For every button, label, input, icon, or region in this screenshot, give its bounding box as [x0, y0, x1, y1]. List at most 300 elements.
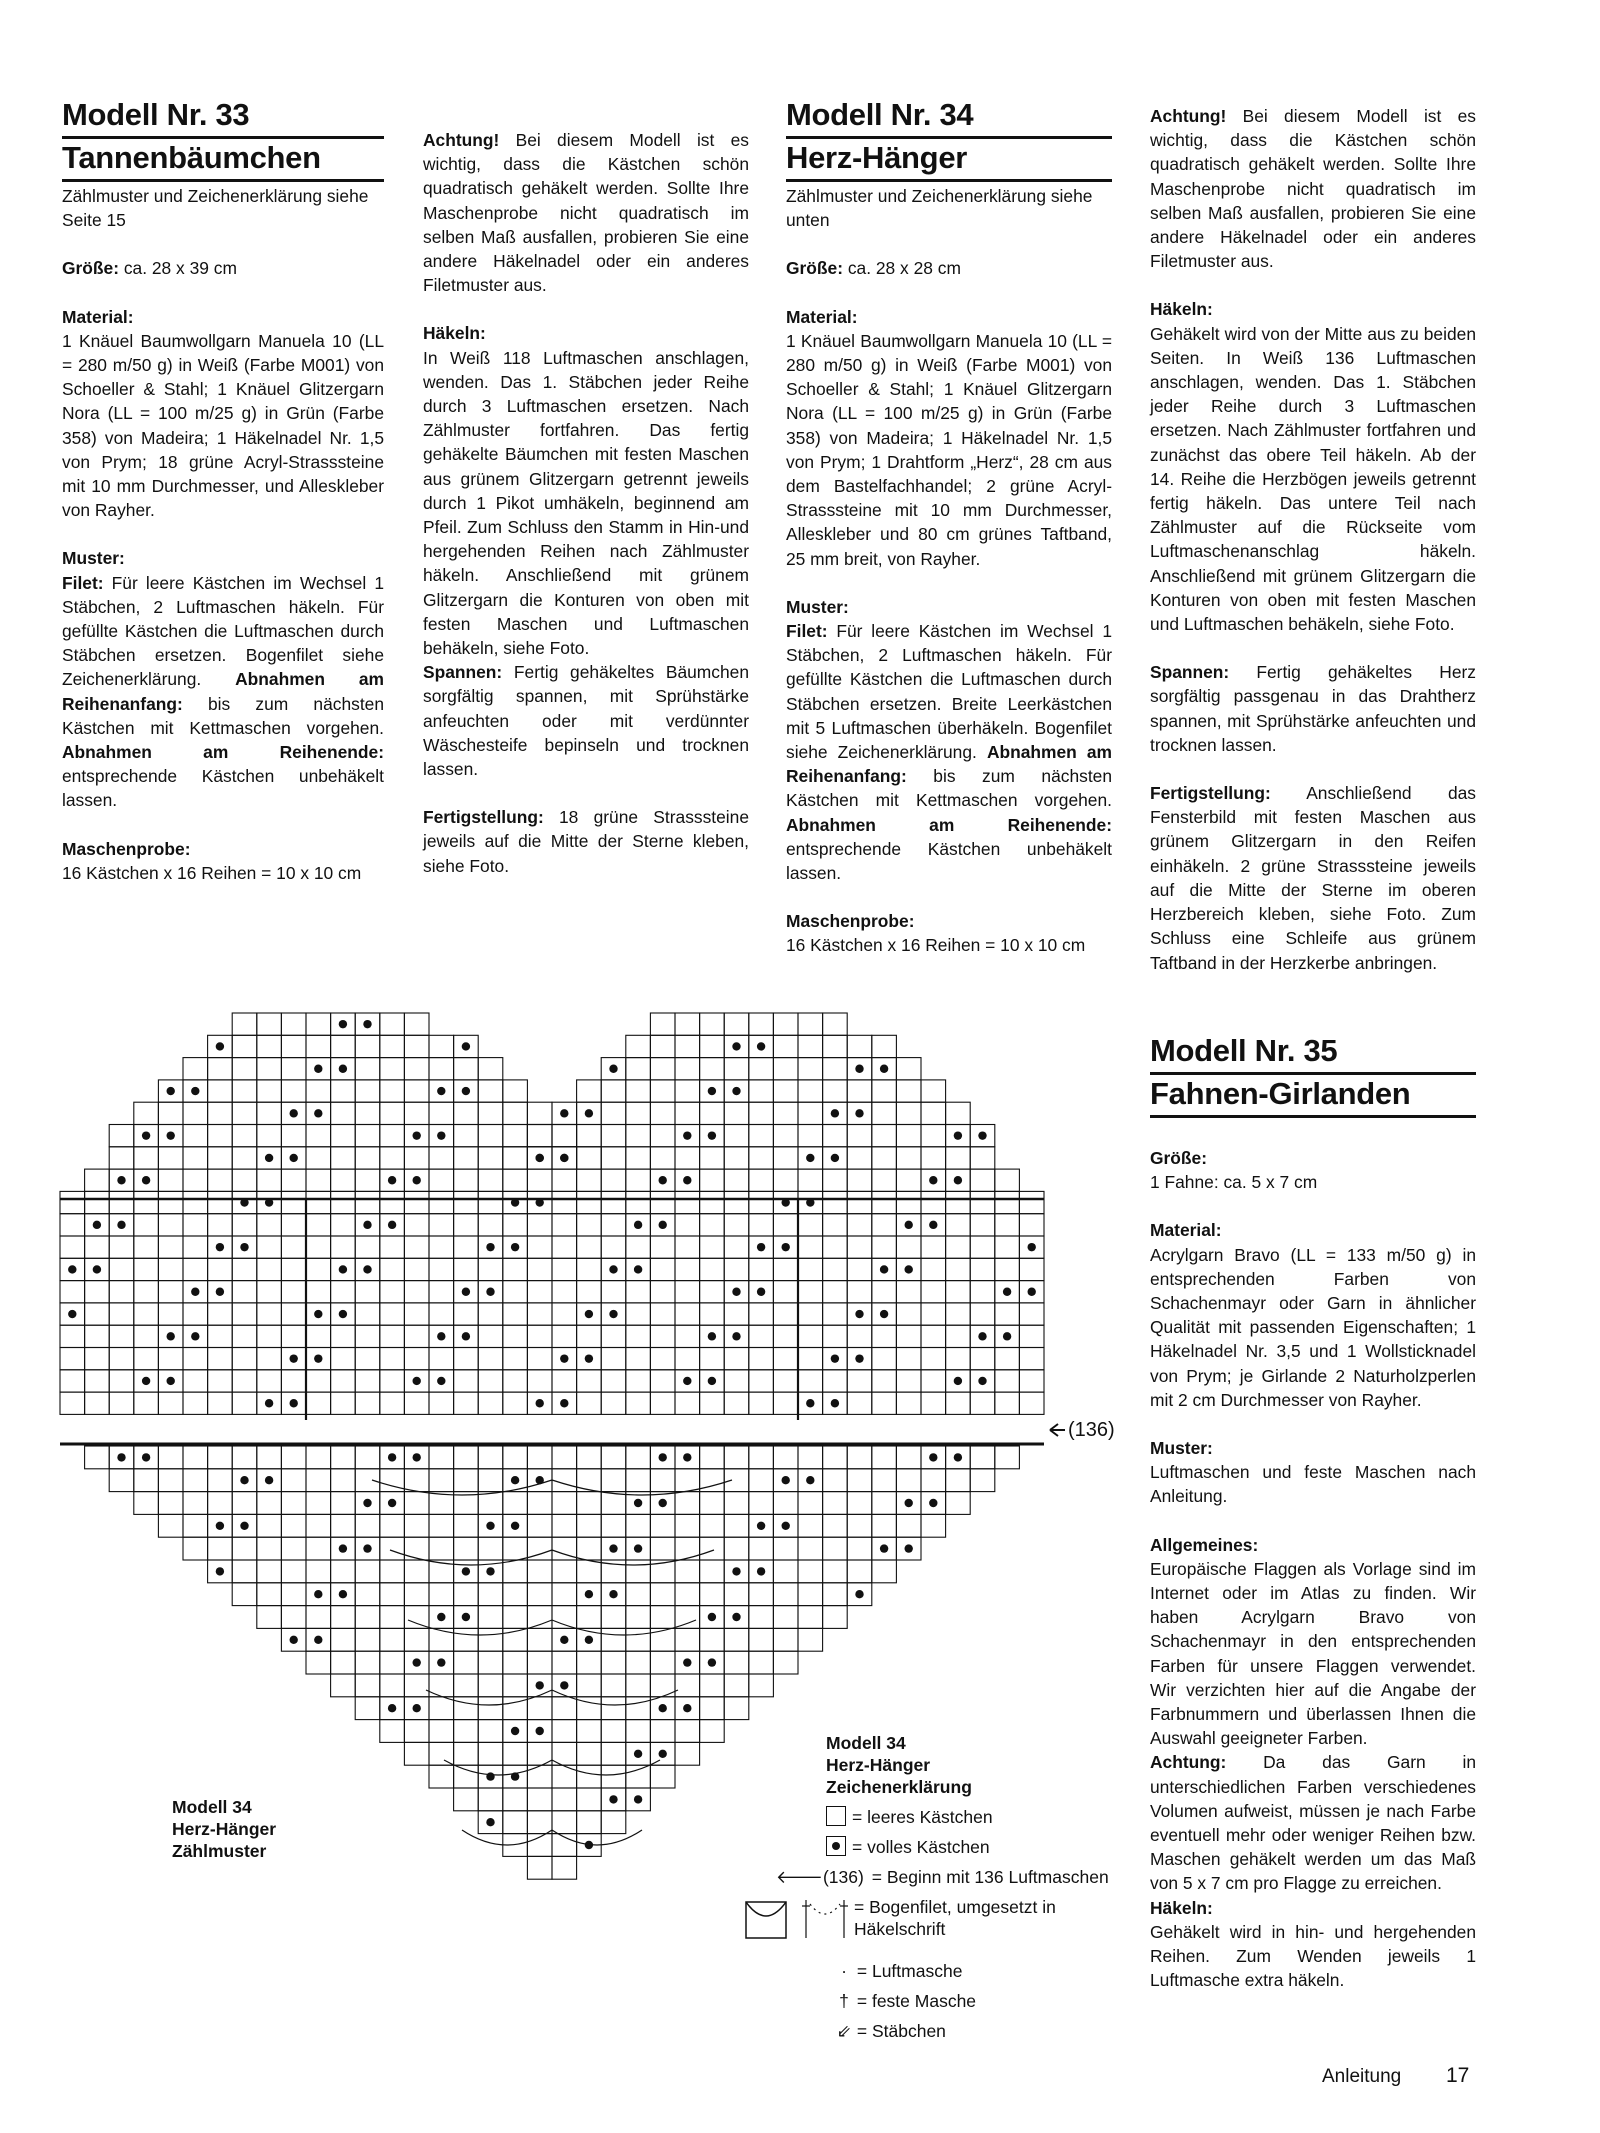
grid-cell	[355, 1058, 380, 1080]
model-33-maschenprobe: Maschenprobe: 16 Kästchen x 16 Reihen = 10 x 10 cm	[62, 838, 362, 883]
grid-cell	[724, 1303, 749, 1325]
filled-dot	[782, 1476, 790, 1484]
model-33-fertigstellung: Fertigstellung: 18 grüne Strasssteine jeweils auf die Mitte der Sterne kleben, siehe Foto.	[423, 807, 749, 876]
grid-cell	[823, 1035, 848, 1057]
grid-cell	[281, 1236, 306, 1258]
grid-cell	[257, 1370, 282, 1392]
grid-cell	[306, 1035, 331, 1057]
grid-cell	[700, 1102, 725, 1124]
grid-cell	[527, 1811, 552, 1834]
grid-cell	[355, 1236, 380, 1258]
grid-cell	[429, 1191, 454, 1213]
filled-dot	[388, 1221, 396, 1229]
grid-cell	[306, 1125, 331, 1147]
grid-cell	[577, 1788, 602, 1811]
filled-dot	[363, 1265, 371, 1273]
model-34-fertigstellung: Fertigstellung: Anschließend das Fensterbild mit festen Maschen aus grünem Glitzergarn in den Reifen einhäkeln. 2 grüne Strasssteine jeweils auf die Mitte der Sterne im oberen Herzbereich kleben, siehe Foto. Zum Schluss eine Schleife aus grünem Taftband in der Herzkerbe anbringen.	[1150, 783, 1476, 973]
grid-cell	[1019, 1303, 1044, 1325]
grid-cell	[355, 1392, 380, 1414]
grid-cell	[552, 1325, 577, 1347]
grid-cell	[404, 1035, 429, 1057]
grid-cell	[208, 1080, 233, 1102]
single-crochet-icon: †	[839, 1991, 849, 2011]
grid-cell	[306, 1392, 331, 1414]
grid-cell	[552, 1651, 577, 1674]
filled-dot	[339, 1590, 347, 1598]
grid-cell	[872, 1125, 897, 1147]
filled-dot	[609, 1590, 617, 1598]
grid-cell	[85, 1281, 110, 1303]
grid-cell	[478, 1628, 503, 1651]
filled-dot	[240, 1522, 248, 1530]
grid-cell	[700, 1169, 725, 1191]
filled-dot	[585, 1636, 593, 1644]
grid-cell	[847, 1147, 872, 1169]
filled-dot	[708, 1087, 716, 1095]
grid-cell	[478, 1697, 503, 1720]
grid-cell	[946, 1147, 971, 1169]
grid-cell	[675, 1560, 700, 1583]
grid-cell	[921, 1370, 946, 1392]
grid-cell	[823, 1258, 848, 1280]
grid-cell	[773, 1102, 798, 1124]
filled-dot	[732, 1288, 740, 1296]
grid-cell	[970, 1258, 995, 1280]
grid-cell	[454, 1102, 479, 1124]
grid-cell	[503, 1147, 528, 1169]
grid-cell	[601, 1236, 626, 1258]
grid-cell	[85, 1191, 110, 1213]
grid-cell	[552, 1258, 577, 1280]
grid-cell	[675, 1214, 700, 1236]
arch-filet	[552, 1620, 696, 1635]
grid-cell	[700, 1674, 725, 1697]
grid-cell	[773, 1080, 798, 1102]
filled-dot	[732, 1567, 740, 1575]
grid-cell	[478, 1788, 503, 1811]
filled-dot	[732, 1042, 740, 1050]
grid-cell	[626, 1080, 651, 1102]
filled-dot	[905, 1544, 913, 1552]
grid-cell	[257, 1102, 282, 1124]
grid-cell	[552, 1856, 577, 1879]
grid-cell	[355, 1697, 380, 1720]
grid-cell	[700, 1013, 725, 1035]
grid-cell	[134, 1147, 159, 1169]
grid-cell	[429, 1742, 454, 1765]
grid-cell	[847, 1537, 872, 1560]
grid-cell	[183, 1102, 208, 1124]
grid-cell	[872, 1348, 897, 1370]
grid-cell	[626, 1058, 651, 1080]
filled-dot	[634, 1544, 642, 1552]
grid-cell	[404, 1392, 429, 1414]
grid-cell	[700, 1583, 725, 1606]
grid-cell	[724, 1191, 749, 1213]
grid-cell	[601, 1125, 626, 1147]
grid-cell	[281, 1058, 306, 1080]
filled-dot	[708, 1332, 716, 1340]
grid-cell	[921, 1236, 946, 1258]
grid-cell	[503, 1606, 528, 1629]
model-35-achtung: Achtung: Da das Garn in unterschiedlichen Farben verschiedenes Volumen aufweist, müssen je nach Farbe eventuell mehr oder weniger Reihen bzw. Maschen gehäkelt werden um das Maß von 5 x 7 cm pro Flagge zu erreichen.	[1150, 1752, 1476, 1894]
grid-cell	[281, 1303, 306, 1325]
grid-cell	[158, 1392, 183, 1414]
grid-cell	[675, 1492, 700, 1515]
grid-cell	[626, 1606, 651, 1629]
grid-cell	[995, 1169, 1020, 1191]
filled-dot	[314, 1109, 322, 1117]
filled-dot	[486, 1243, 494, 1251]
filled-dot	[486, 1772, 494, 1780]
grid-cell	[577, 1281, 602, 1303]
grid-cell	[872, 1325, 897, 1347]
grid-cell	[626, 1325, 651, 1347]
grid-cell	[601, 1469, 626, 1492]
grid-cell	[577, 1537, 602, 1560]
grid-cell	[60, 1392, 85, 1414]
filled-dot	[437, 1377, 445, 1385]
legend-start: 🡐(136) = Beginn mit 136 Luftmaschen	[776, 1867, 1109, 1887]
grid-cell	[527, 1446, 552, 1469]
grid-cell	[995, 1348, 1020, 1370]
grid-cell	[158, 1169, 183, 1191]
grid-cell	[281, 1583, 306, 1606]
grid-cell	[109, 1469, 134, 1492]
grid-cell	[896, 1125, 921, 1147]
grid-cell	[478, 1169, 503, 1191]
grid-cell	[995, 1446, 1020, 1469]
grid-cell	[773, 1583, 798, 1606]
grid-cell	[454, 1469, 479, 1492]
filled-dot	[732, 1613, 740, 1621]
filled-dot	[240, 1476, 248, 1484]
grid-cell	[454, 1191, 479, 1213]
filled-dot	[388, 1453, 396, 1461]
grid-cell	[85, 1169, 110, 1191]
grid-cell	[503, 1492, 528, 1515]
grid-cell	[970, 1169, 995, 1191]
grid-cell	[823, 1583, 848, 1606]
grid-cell	[527, 1560, 552, 1583]
grid-cell	[281, 1013, 306, 1035]
grid-cell	[921, 1348, 946, 1370]
filled-dot	[954, 1453, 962, 1461]
grid-cell	[675, 1102, 700, 1124]
grid-cell	[503, 1281, 528, 1303]
grid-cell	[798, 1236, 823, 1258]
filled-dot	[634, 1750, 642, 1758]
grid-cell	[281, 1514, 306, 1537]
model-33-number: Modell Nr. 33	[62, 96, 384, 139]
model-33-intro: Zählmuster und Zeichenerklärung siehe Seite 15	[62, 186, 369, 231]
grid-cell	[208, 1303, 233, 1325]
grid-cell	[109, 1281, 134, 1303]
grid-cell	[503, 1125, 528, 1147]
filled-dot	[191, 1332, 199, 1340]
grid-cell	[577, 1674, 602, 1697]
filled-dot	[659, 1176, 667, 1184]
grid-cell	[306, 1281, 331, 1303]
grid-cell	[208, 1191, 233, 1213]
grid-cell	[331, 1125, 356, 1147]
grid-cell	[577, 1169, 602, 1191]
grid-cell	[183, 1537, 208, 1560]
grid-cell	[847, 1469, 872, 1492]
grid-cell	[823, 1492, 848, 1515]
grid-cell	[921, 1325, 946, 1347]
filled-dot	[363, 1499, 371, 1507]
grid-cell	[208, 1325, 233, 1347]
filled-dot	[240, 1243, 248, 1251]
filled-dot	[609, 1265, 617, 1273]
grid-cell	[527, 1370, 552, 1392]
filled-dot	[511, 1522, 519, 1530]
grid-cell	[577, 1765, 602, 1788]
grid-cell	[109, 1303, 134, 1325]
grid-cell	[281, 1446, 306, 1469]
filled-dot	[314, 1310, 322, 1318]
grid-cell	[454, 1392, 479, 1414]
grid-cell	[650, 1080, 675, 1102]
grid-cell	[404, 1469, 429, 1492]
grid-cell	[527, 1303, 552, 1325]
grid-cell	[183, 1514, 208, 1537]
grid-cell	[257, 1258, 282, 1280]
grid-cell	[847, 1125, 872, 1147]
grid-cell	[85, 1392, 110, 1414]
grid-cell	[380, 1035, 405, 1057]
filled-dot	[1003, 1332, 1011, 1340]
grid-cell	[257, 1125, 282, 1147]
grid-cell	[478, 1537, 503, 1560]
grid-cell	[798, 1080, 823, 1102]
grid-cell	[847, 1370, 872, 1392]
grid-cell	[503, 1214, 528, 1236]
grid-cell	[454, 1147, 479, 1169]
grid-cell	[946, 1303, 971, 1325]
model-35-number: Modell Nr. 35	[1150, 1032, 1476, 1075]
grid-cell	[208, 1258, 233, 1280]
grid-cell	[823, 1370, 848, 1392]
grid-cell	[798, 1058, 823, 1080]
grid-cell	[749, 1325, 774, 1347]
model-34-haekeln: Häkeln: Gehäkelt wird von der Mitte aus zu beiden Seiten. In Weiß 136 Luftmaschen anschlagen, wenden. Das 1. Stäbchen jeder Reihe durch 3 Luftmaschen ersetzen. Nach Zählmuster fortfahren und zunächst das obere Teil häkeln. Ab der 14. Reihe die Herzbögen jeweils getrennt fertig häkeln. Das untere Teil nach Zählmuster auf die Rückseite vom Luftmaschenanschlag häkeln. Anschließend mit grünem Glitzergarn die Konturen von oben mit festen Maschen und Luftmaschen behäkeln, siehe Foto.	[1150, 299, 1476, 635]
filled-dot	[93, 1265, 101, 1273]
grid-cell	[601, 1325, 626, 1347]
grid-cell	[896, 1469, 921, 1492]
filled-dot	[462, 1613, 470, 1621]
filled-dot	[437, 1613, 445, 1621]
grid-cell	[626, 1765, 651, 1788]
grid-cell	[798, 1035, 823, 1057]
grid-cell	[527, 1492, 552, 1515]
grid-cell	[798, 1537, 823, 1560]
filled-dot	[167, 1087, 175, 1095]
grid-cell	[823, 1560, 848, 1583]
model-33-achtung: Achtung! Bei diesem Modell ist es wichtig, dass die Kästchen schön quadratisch gehäkelt werden. Sollte Ihre Maschenprobe nicht quadratisch im selben Maß ausfallen, probieren Sie eine andere Häkelnadel oder ein anderes Filetmuster aus.	[423, 130, 749, 296]
grid-cell	[749, 1348, 774, 1370]
grid-cell	[503, 1102, 528, 1124]
grid-cell	[577, 1492, 602, 1515]
grid-cell	[355, 1281, 380, 1303]
grid-cell	[404, 1303, 429, 1325]
filled-dot	[929, 1453, 937, 1461]
grid-cell	[527, 1628, 552, 1651]
model-34-title: Herz-Hänger	[786, 139, 1112, 182]
grid-cell	[626, 1370, 651, 1392]
arch-filet	[552, 1690, 678, 1705]
filled-dot	[905, 1499, 913, 1507]
grid-cell	[503, 1169, 528, 1191]
grid-cell	[650, 1392, 675, 1414]
filled-dot	[880, 1310, 888, 1318]
grid-cell	[454, 1674, 479, 1697]
filled-dot	[511, 1243, 519, 1251]
model-33-size: Größe: ca. 28 x 39 cm	[62, 258, 237, 279]
filled-dot	[388, 1704, 396, 1712]
grid-cell	[331, 1214, 356, 1236]
grid-cell	[675, 1537, 700, 1560]
grid-cell	[847, 1035, 872, 1057]
grid-cell	[380, 1628, 405, 1651]
grid-cell	[257, 1514, 282, 1537]
grid-cell	[798, 1446, 823, 1469]
grid-cell	[429, 1537, 454, 1560]
grid-cell	[577, 1514, 602, 1537]
grid-cell	[380, 1606, 405, 1629]
grid-cell	[896, 1446, 921, 1469]
filled-dot	[757, 1522, 765, 1530]
grid-cell	[527, 1125, 552, 1147]
grid-cell	[773, 1492, 798, 1515]
grid-cell	[257, 1080, 282, 1102]
grid-cell	[773, 1035, 798, 1057]
filled-dot	[117, 1221, 125, 1229]
filled-dot	[216, 1288, 224, 1296]
filled-dot	[536, 1727, 544, 1735]
grid-cell	[872, 1080, 897, 1102]
grid-cell	[724, 1492, 749, 1515]
filled-dot	[462, 1332, 470, 1340]
grid-cell	[749, 1125, 774, 1147]
grid-cell	[60, 1191, 85, 1213]
grid-cell	[134, 1191, 159, 1213]
filled-dot	[314, 1065, 322, 1073]
grid-cell	[380, 1560, 405, 1583]
grid-cell	[749, 1446, 774, 1469]
grid-cell	[355, 1560, 380, 1583]
grid-cell	[257, 1325, 282, 1347]
filled-dot	[290, 1399, 298, 1407]
grid-cell	[650, 1191, 675, 1213]
filled-dot	[806, 1154, 814, 1162]
grid-cell	[773, 1348, 798, 1370]
grid-cell	[380, 1281, 405, 1303]
legend-filled-box: = volles Kästchen	[826, 1836, 990, 1858]
grid-cell	[675, 1606, 700, 1629]
filled-dot	[314, 1636, 322, 1644]
grid-cell	[798, 1628, 823, 1651]
start-arrow-icon	[1050, 1424, 1065, 1436]
grid-cell	[404, 1674, 429, 1697]
grid-cell	[823, 1303, 848, 1325]
grid-cell	[183, 1348, 208, 1370]
filled-dot	[954, 1131, 962, 1139]
arch-filet	[444, 1760, 552, 1775]
grid-cell	[724, 1013, 749, 1035]
filled-dot	[634, 1795, 642, 1803]
grid-cell	[872, 1514, 897, 1537]
grid-cell	[60, 1370, 85, 1392]
filled-box-icon	[826, 1836, 846, 1856]
grid-cell	[208, 1537, 233, 1560]
model-33-spannen: Spannen: Fertig gehäkeltes Bäumchen sorgfältig spannen, mit Sprühstärke anfeuchten oder mit verdünnter Wäschesteife bepinseln und trocknen lassen.	[423, 662, 749, 780]
model-34-intro: Zählmuster und Zeichenerklärung siehe unten	[786, 186, 1093, 231]
grid-cell	[158, 1514, 183, 1537]
grid-cell	[306, 1370, 331, 1392]
grid-cell	[331, 1606, 356, 1629]
grid-cell	[896, 1169, 921, 1191]
grid-cell	[823, 1537, 848, 1560]
filled-dot	[167, 1332, 175, 1340]
filled-dot	[265, 1399, 273, 1407]
grid-cell	[724, 1674, 749, 1697]
filled-dot	[585, 1109, 593, 1117]
grid-cell	[158, 1446, 183, 1469]
grid-cell	[650, 1035, 675, 1057]
grid-cell	[577, 1811, 602, 1834]
grid-cell	[921, 1469, 946, 1492]
grid-cell	[208, 1169, 233, 1191]
model-35-size: Größe: 1 Fahne: ca. 5 x 7 cm	[1150, 1148, 1318, 1193]
grid-cell	[773, 1281, 798, 1303]
grid-cell	[724, 1258, 749, 1280]
grid-cell	[872, 1370, 897, 1392]
grid-cell	[355, 1169, 380, 1191]
grid-cell	[896, 1303, 921, 1325]
grid-cell	[478, 1651, 503, 1674]
grid-cell	[158, 1492, 183, 1515]
filled-dot	[683, 1704, 691, 1712]
grid-cell	[208, 1492, 233, 1515]
grid-cell	[823, 1469, 848, 1492]
filled-dot	[413, 1176, 421, 1184]
grid-cell	[724, 1583, 749, 1606]
grid-cell	[232, 1492, 257, 1515]
filled-dot	[609, 1310, 617, 1318]
filled-dot	[929, 1499, 937, 1507]
grid-cell	[675, 1013, 700, 1035]
grid-cell	[134, 1303, 159, 1325]
grid-cell	[355, 1606, 380, 1629]
grid-cell	[626, 1125, 651, 1147]
filled-dot	[68, 1310, 76, 1318]
grid-cell	[503, 1651, 528, 1674]
grid-cell	[355, 1514, 380, 1537]
filled-dot	[831, 1354, 839, 1362]
filled-dot	[363, 1544, 371, 1552]
grid-cell	[109, 1325, 134, 1347]
grid-cell	[847, 1446, 872, 1469]
filled-dot	[486, 1818, 494, 1826]
grid-cell	[158, 1281, 183, 1303]
model-33-haekeln: Häkeln: In Weiß 118 Luftmaschen anschlagen, wenden. Das 1. Stäbchen jeder Reihe durch 3 Luftmaschen ersetzen. Nach Zählmuster fortfahren. Das fertig gehäkelte Bäumchen mit festen Maschen aus grünem Glitzergarn getrennt jeweils durch 1 Pikot umhäkeln, beginnend am Pfeil. Zum Schluss den Stamm in Hin-und hergehenden Reihen nach Zählmuster häkeln. Anschließend mit grünem Glitzergarn die Konturen von oben mit festen Maschen und Luftmaschen behäkeln, siehe Foto.	[423, 323, 749, 659]
grid-cell	[773, 1392, 798, 1414]
grid-cell	[577, 1258, 602, 1280]
grid-cell	[503, 1303, 528, 1325]
grid-cell	[872, 1281, 897, 1303]
